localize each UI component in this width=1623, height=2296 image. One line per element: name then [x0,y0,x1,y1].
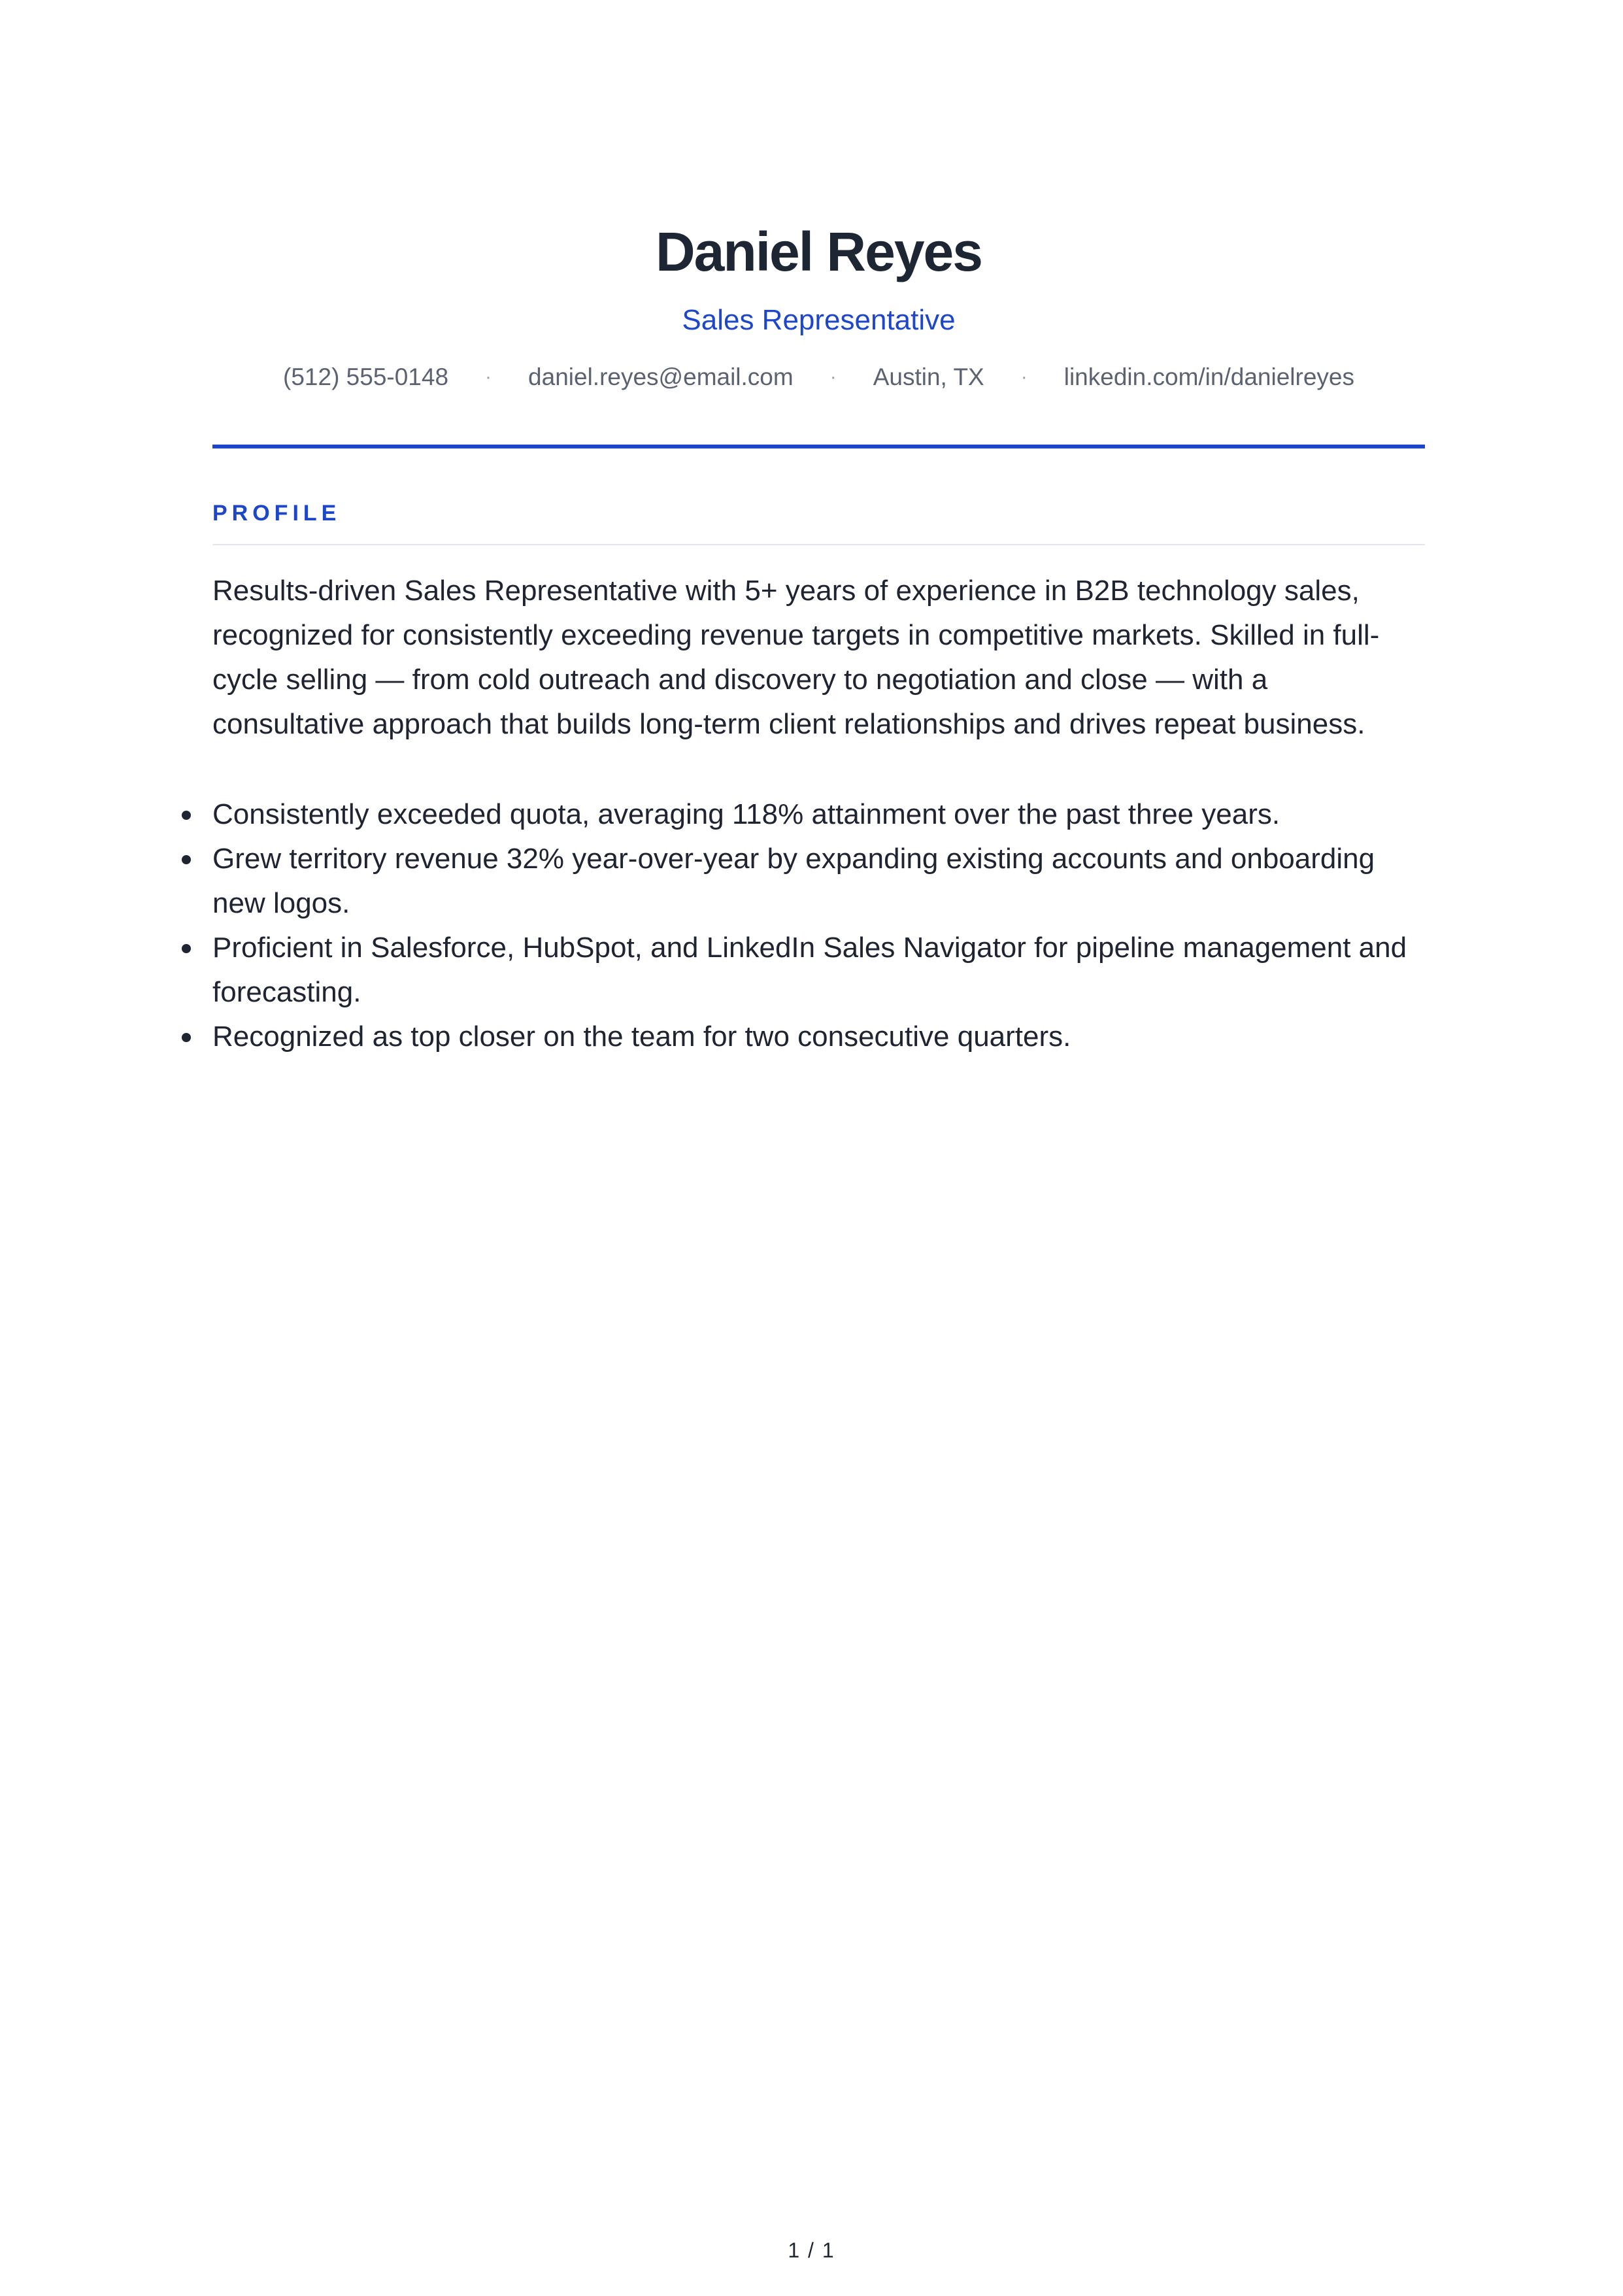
resume-header [212,216,1425,394]
candidate-name: Daniel Reyes [656,221,982,282]
profile-bullet-list [212,792,1425,1059]
contact-separator: · [485,366,492,388]
contact-line [212,361,1425,394]
contact-phone: (512) 555-0148 [283,363,449,390]
bullet-icon [182,855,191,864]
contact-linkedin: linkedin.com/in/danielreyes [1063,363,1354,390]
contact-separator: · [1020,366,1028,388]
section-heading-profile: PROFILE [212,501,341,526]
list-item [212,926,1425,1015]
contact-separator: · [829,366,837,388]
bullet-text: Grew territory revenue 32% year-over-year by expanding existing accounts and onboarding new logos. [212,843,1375,919]
bullet-icon [182,944,191,953]
section-divider [212,544,1425,545]
list-item [212,792,1425,837]
profile-summary: Results-driven Sales Representative with 5+ years of experience in B2B technology sales, recognized for consistently exceeding revenue targets in competitive markets. Skilled in full-cycle selling — from cold outreach and discovery to negotiation and close — with a consultative approach that builds long-term client relationships and drives repeat business. [212,575,1380,740]
contact-email: daniel.reyes@email.com [528,363,794,390]
bullet-icon [182,1033,191,1042]
bullet-text: Recognized as top closer on the team for two consecutive quarters. [212,1021,1071,1053]
list-item [212,837,1425,926]
contact-location: Austin, TX [873,363,984,390]
bullet-text: Consistently exceeded quota, averaging 118% attainment over the past three years. [212,798,1280,830]
bullet-text: Proficient in Salesforce, HubSpot, and LinkedIn Sales Navigator for pipeline management and forecasting. [212,932,1407,1008]
job-title: Sales Representative [682,304,956,336]
list-item [212,1015,1425,1059]
bullet-icon [182,811,191,820]
header-divider [212,445,1425,448]
page-indicator: 1 / 1 [788,2238,835,2262]
